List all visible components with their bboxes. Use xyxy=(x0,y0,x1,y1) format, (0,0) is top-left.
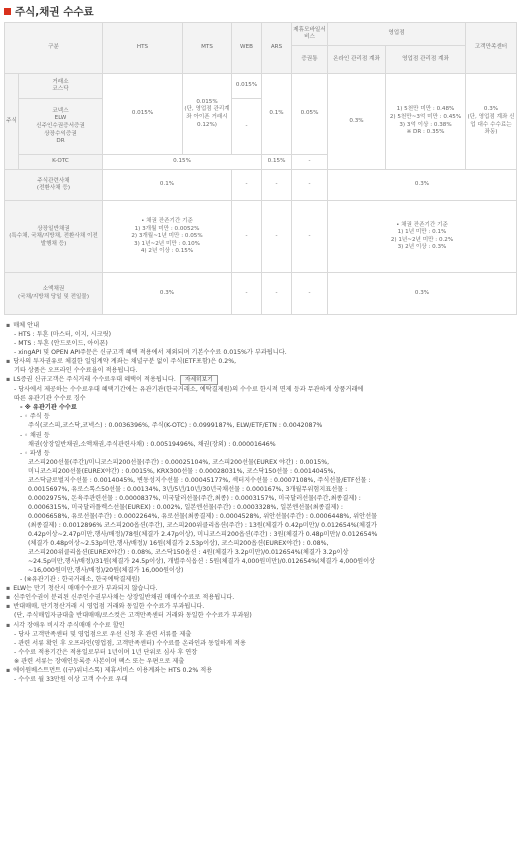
note-line xyxy=(6,512,512,521)
note-line xyxy=(6,494,512,503)
cell-kotc-ars: 0.15% xyxy=(262,155,292,170)
cell-small-bond-ars: - xyxy=(262,273,292,315)
note-line xyxy=(6,412,512,421)
section-title-text: 주식,채권 수수료 xyxy=(15,5,94,18)
note-text: - ◦ 채권 등 xyxy=(20,431,50,439)
note-line xyxy=(6,431,512,440)
note-line xyxy=(6,621,512,630)
cell-stock-bond-hts: 0.1% xyxy=(103,170,232,201)
note-line xyxy=(6,557,512,566)
note-line xyxy=(6,366,512,375)
note-line xyxy=(6,339,512,348)
cell-general-bond-partner: - xyxy=(292,201,328,273)
note-line xyxy=(6,403,512,412)
cell-web-exchange: 0.015% xyxy=(232,73,262,98)
note-line xyxy=(6,657,512,666)
header-branch: 영업점 xyxy=(328,23,466,46)
row-label-kotc: K-OTC xyxy=(19,155,103,170)
note-text: 따른 유관기관 수수료 징수 xyxy=(14,395,86,403)
note-text: 코스닥글로벌지수선물 : 0.0014045%, 변동성지수선물 : 0.00045177%, 섹터지수선물 : 0.0007108%, 주식선물/ETF선물 : xyxy=(28,476,371,484)
note-text: 에이원베스트먼트 ((구)위너스톡) 제휴서비스 이용계좌는 HTS 0.2% 적용 xyxy=(13,666,213,674)
note-text: 당사의 투자권유로 체결한 일임계약 계좌는 채널구분 없이 주식(ETF포함)은 0.2%, xyxy=(13,358,237,366)
note-text: 0.42p이상~2.47p미만,행사/배정)/78원(체결가 2.47p이상), 미니코스피200옵션(주간) : 3원(체결가 0.48p미만)/ 0.012654% xyxy=(28,531,378,539)
header-mts: MTS xyxy=(183,23,232,74)
cell-mts-stock: 0.015% (단, 영업점 관리계좌 아이폰 거래시 0.12%) xyxy=(183,73,232,154)
row-label-general-bond: 상장일반채권 (특수채, 국채/지방채, 전환사채 이전 발행채 등) xyxy=(5,201,103,273)
note-text: (체결가 0.48p이상~2.53p미만,행사/배정)/ 16원(체결가 2.53p이상), 코스피200옵션(EUREX야간) : 0.08%, xyxy=(28,540,329,548)
details-button[interactable]: 자세히보기 xyxy=(180,375,218,385)
cell-hts-stock: 0.015% xyxy=(103,73,183,154)
note-line xyxy=(6,485,512,494)
note-line xyxy=(6,476,512,485)
note-text: ELW는 만기 청산시 매매수수료가 부과되지 않습니다. xyxy=(13,585,158,593)
note-line xyxy=(6,330,512,339)
cell-general-bond-hts: • 채권 잔존기간 기준 1) 3개월 미만 : 0.0052% 2) 3개월~1년 미만 : 0.05% 3) 1년~2년 미만 : 0.10% 4) 2년 이상 : 0.15% xyxy=(103,201,232,273)
cell-partner-stock: 0.05% xyxy=(292,73,328,154)
note-text: - HTS : 투혼 (마스터, 이지, 시크릿) xyxy=(14,331,112,339)
note-text: - (※유관기관 : 한국거래소, 한국예탁결제원) xyxy=(20,576,140,584)
cell-general-bond-ars: - xyxy=(262,201,292,273)
note-text: 코스피200선물(주간)/미니코스피200선물(주간) : 0.00025104%, 코스피200선물(EUREX 야간) : 0.0015%, xyxy=(28,458,330,466)
cell-online-stock: 0.3% xyxy=(328,73,386,169)
row-group-stock: 주식 xyxy=(5,73,19,169)
header-gubun: 구분 xyxy=(5,23,103,74)
note-text: 0.0002975%, 돈육주관련선물 : 0.0000837%, 미국달러선물(주간,최종) : 0.0003157%, 미국달러선물(주간,최종결제) : xyxy=(28,494,361,502)
cell-general-bond-branch: • 채권 잔존기간 기준 1) 1년 미만 : 0.1% 2) 1년~2년 미만 : 0.2% 3) 2년 이상 : 0.3% xyxy=(328,201,517,273)
note-line xyxy=(6,467,512,476)
note-line xyxy=(6,630,512,639)
note-line xyxy=(6,548,512,557)
header-jeunggwontong: 증권통 xyxy=(292,46,328,74)
note-text: ※ 관련 서류는 장애인등록증 사본이며 팩스 또는 우편으로 제출 xyxy=(14,657,185,665)
note-text: 0.0015697%, 유로스톡스50선물 : 0.00134%, 3년/5년/10년/30년국채선물 : 0.000167%, 3개월무위험지표선물 : xyxy=(28,485,348,493)
note-text: 미니코스피200선물(EUREX야간) : 0.0015%, KRX300선물 : 0.00028031%, 코스닥150선물 : 0.0014045%, xyxy=(28,467,336,475)
note-text: (최종결제) : 0.0012896% 코스피200옵션(주간), 코스피200위클리옵션(주간) : 13원(체결가 0.42p미만)/ 0.012654%(체결가 xyxy=(28,521,377,529)
note-text: 반대매매, 만기청산거래 시 영업점 거래와 동일한 수수료가 부과됩니다. xyxy=(13,603,205,611)
cell-stock-bond-web: - xyxy=(232,170,262,201)
header-hts: HTS xyxy=(103,23,183,74)
note-text: 채권(상장일반채권,소액채권,주식관련사채) : 0.00519496%, 채권(장외) : 0.00001646% xyxy=(28,440,276,448)
cell-small-bond-hts: 0.3% xyxy=(103,273,232,315)
cell-kotc-partner: - xyxy=(292,155,328,170)
note-line xyxy=(6,648,512,657)
title-marker-icon xyxy=(4,8,11,15)
note-text: - MTS : 투혼 (안드로이드, 아이폰) xyxy=(14,340,108,348)
cell-customer-stock: 0.3% (단, 영업점 계좌 신업 대수 수수료는 좌동) xyxy=(466,73,517,169)
header-customer-center: 고객만족센터 xyxy=(466,23,517,74)
note-line xyxy=(6,503,512,512)
note-line xyxy=(6,394,512,403)
note-line xyxy=(6,639,512,648)
note-line xyxy=(6,321,512,330)
note-line xyxy=(6,357,512,366)
note-line xyxy=(6,575,512,584)
note-line xyxy=(6,348,512,357)
note-line xyxy=(6,566,512,575)
note-text: - 당사 고객만족센터 및 영업점으로 우선 신청 후 관련 서류를 제출 xyxy=(14,630,192,638)
note-line xyxy=(6,675,512,684)
cell-small-bond-branch: 0.3% xyxy=(328,273,517,315)
row-label-small-bond: 소액채권 (국채/지방채 당일 및 전일물) xyxy=(5,273,103,315)
note-line xyxy=(6,458,512,467)
header-online-mgmt: 온라인 관리점 계좌 xyxy=(328,46,386,74)
cell-general-bond-web: - xyxy=(232,201,262,273)
note-text: 코스피200위클리옵션(EUREX야간) : 0.08%, 코스닥150옵션 : 4원(체결가 3.2p미만)/0.012654%(체결가 3.2p이상 xyxy=(28,549,349,557)
note-line xyxy=(6,385,512,394)
row-label-konex: 코넥스 ELW 신주인수권증서증권 상장수익증권 DR xyxy=(19,99,103,155)
cell-small-bond-web: - xyxy=(232,273,262,315)
note-text: - 수수료 월 33만원 이상 고객 수수료 우대 xyxy=(14,675,128,683)
header-branch-mgmt: 영업점 관리점 계좌 xyxy=(386,46,466,74)
notes-list xyxy=(6,321,512,684)
note-text: - 수수료 적용기간은 적용일로부터 1년이며 1년 단위로 심사 후 연장 xyxy=(14,648,198,656)
note-line xyxy=(6,449,512,458)
note-line xyxy=(6,593,512,602)
note-text: 0.0006658%, 유로선물(주간) : 0.0002264%, 유로선물(최종결제) : 0.0004528%, 위안선물(주간) : 0.0006448%, 위안선물 xyxy=(28,512,378,520)
cell-small-bond-partner: - xyxy=(292,273,328,315)
note-line xyxy=(6,584,512,593)
cell-web-konex: - xyxy=(232,99,262,155)
note-line xyxy=(6,375,512,385)
note-text: - 당사에서 제공하는 수수료우대 혜택기간에는 유관기관(한국거래소, 예탁결제원)의 수수료 한시적 면제 등과 무관하게 상품거래에 xyxy=(14,386,364,394)
note-line xyxy=(6,521,512,530)
note-text: 시각 장애우 비시각 주식매매 수수료 할인 xyxy=(13,621,125,629)
note-line xyxy=(6,421,512,430)
note-text: ~16,000원미만,행사/배정)/20원(체결가 16,000원이상) xyxy=(28,567,184,575)
header-ars: ARS xyxy=(262,23,292,74)
note-text: LS증권 신규고객은 주식거래 수수료우대 혜택이 적용됩니다. xyxy=(13,376,176,384)
note-text: 주식(코스피,코스닥,코넥스) : 0.0036396%, 주식(K-OTC) : 0.0999187%, ELW/ETF/ETN : 0.0042087% xyxy=(28,422,323,430)
fee-table xyxy=(4,22,517,315)
cell-stock-bond-ars: - xyxy=(262,170,292,201)
cell-stock-bond-branch: 0.3% xyxy=(328,170,517,201)
note-text: 매체 안내 xyxy=(13,322,40,329)
row-label-stock-bond: 주식관련사채 (전환사채 등) xyxy=(5,170,103,201)
cell-ars-stock: 0.1% xyxy=(262,73,292,154)
note-text: ~24.5p미만,행사/배정)/31원(체결가 24.5p이상), 개별주식옵션 : 5원(체결가 4,000원미만)/0.012654%(체결가 4,000원이상 xyxy=(28,558,376,566)
note-line xyxy=(6,530,512,539)
cell-branch-stock: 1) 5천만 미만 : 0.48% 2) 5천만~3억 미만 : 0.45% 3) 3억 이상 : 0.38% ※ DR : 0.35% xyxy=(386,73,466,169)
note-line xyxy=(6,440,512,449)
note-text: (단, 주식매입자금대출 반대매매/로스컷은 고객만족센터 거래와 동일한 수수료가 부과됨) xyxy=(14,612,252,620)
note-line xyxy=(6,666,512,675)
note-line xyxy=(6,611,512,620)
note-text: - ◦ 주식 등 xyxy=(20,413,50,421)
header-partner-mobile: 제휴모바일서비스 xyxy=(292,23,328,46)
note-text: 기타 상품은 오프라인 수수료율이 적용됩니다. xyxy=(14,367,138,375)
note-text: 신주인수권이 분리된 신주인수권부사채는 상장일반채권 매매수수료로 적용됩니다. xyxy=(13,594,235,602)
cell-kotc-hts: 0.15% xyxy=(103,155,262,170)
cell-stock-bond-partner: - xyxy=(292,170,328,201)
header-web: WEB xyxy=(232,23,262,74)
note-text: - 관련 서류 확인 후 오프라인(영업점, 고객만족센터) 수수료를 온라인과 동일하게 적용 xyxy=(14,639,246,647)
note-line xyxy=(6,602,512,611)
note-text: - ◦ 파생 등 xyxy=(20,449,50,457)
row-label-exchange: 거래소 코스닥 xyxy=(19,73,103,98)
note-line xyxy=(6,539,512,548)
note-text: 0.0006315%, 미국달러플렉스선물(EUREX) : 0.002%, 일본엔선물(주간) : 0.0003328%, 일본엔선물(최종결제) : xyxy=(28,503,343,511)
note-text: - ※ 유관기관 수수료 xyxy=(20,404,77,412)
section-title xyxy=(4,3,94,19)
note-text: - xingAPI 및 OPEN API주문은 신규고객 혜택 적용에서 제외되며 기본수수료 0.015%가 부과됩니다. xyxy=(14,349,287,357)
